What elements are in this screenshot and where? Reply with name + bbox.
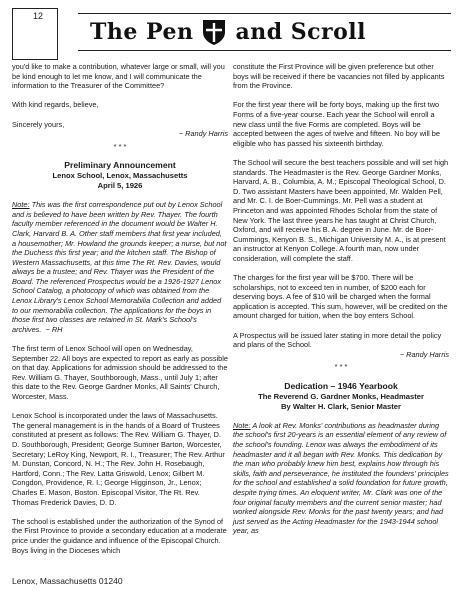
left-paragraph-1: you'd like to make a contribution, whatever large or small, will you be kind enough to let me know, and I will communicate the information to the Treasurer of the Committee? [12, 62, 225, 91]
right-paragraph-3: The School will secure the best teachers possible and will set high standards. The Headmaster is the Rev. George Gardner Monks, Harvard, A. B., Columbia, A. M.; Episcopal Theological School, D. D. Two assistant Masters have been appointed, Mr. Walden Pell, and Mr. C. I. de Boer-Cummings. Mr. Pell was a student at Princeton and was appointed Rhodes Scholar from the state of New York. The last three years he has taught at Christ Church, Oxford, and will receive his B. A. degree in June. Mr. de Boer-Cummings, Kenyon B. S., Michigan University M. A., is at present an instructor at Kenyon College. A fourth man, now under consideration, will complete the staff. [233, 157, 449, 263]
signature: ~ Randy Harris [178, 129, 228, 139]
left-paragraph-6: The school is established under the authorization of the Synod of the First Province to provide a secondary education at a moderate price under the guidance and influence of the Episcopal Church. Boys living in the Dioceses which [12, 516, 227, 555]
right-paragraph-2: For the first year there will be forty boys, making up the first two Forms of a five-year course. Each year the School will enroll a new class until the five Forms are completed. Boys will be accepted between the ages of twelve and fifteen. No boy will be eligible who has passed his sixteenth birthday. [233, 100, 440, 148]
article-subtitle: The Reverend G. Gardner Monks, Headmaster [258, 392, 424, 401]
article-title: Dedication – 1946 Yearbook [284, 381, 398, 391]
left-paragraph-2: With kind regards, believe, [12, 100, 99, 110]
left-paragraph-5: Lenox School is incorporated under the laws of Massachusetts. The general management is in the hands of a Board of Trustees constituted at present as follows: The Rev. William G. Thayer, D. D. Southborough, President; George Sumner Barton, Worcester, Secretary; LeRoy King, Newport, R. I., Treasurer; The Rev. Arthur M. Dunstan, Concord, N. H.; The Rev. John H. Rosebaugh, Hartford, Conn.; The Rev. Latta Griswold, Lenox; Gilbert M. Congdon, Providence, R. I.; George Higginson, Jr., Lenox; Charles E. Mason, Boston. Episcopal Visitor, The Rt. Rev. Thomas Frederick Davies, D. D. [12, 411, 225, 507]
page-footer: Lenox, Massachusetts 01240 [12, 576, 123, 586]
left-column [12, 62, 228, 565]
left-paragraph-3: Sincerely yours, [12, 119, 65, 129]
note-lead: Note: [12, 200, 30, 210]
signature: ~ Randy Harris [399, 349, 449, 359]
masthead-title-part2: and Scroll [235, 19, 367, 45]
masthead-title-part1: The Pen [90, 19, 194, 45]
section-divider: * * * [113, 141, 127, 151]
left-paragraph-4: The first term of Lenox School will open on Wednesday, September 22. All boys are expected to report as early as possible on that day. Applications for admission should be addressed to the Rev. William G. Thayer, Southborough, Mass., until July 1; after this date to the Rev. George Gardner Monks, All Saints' Church, Worcester, Mass. [12, 344, 228, 401]
page-number-box [12, 8, 58, 60]
right-column [233, 62, 449, 546]
page-header [0, 0, 463, 62]
masthead [90, 17, 366, 47]
right-paragraph-1: constitute the First Province will be given preference but other boys will be received if there be vacancies not filled by applicants from the Province. [233, 62, 445, 91]
editor-note [233, 421, 449, 536]
header-rule-bottom [78, 50, 451, 51]
header-rule-top [78, 13, 451, 14]
article-date: April 5, 1926 [97, 180, 143, 190]
article-byline: By Walter H. Clark, Senior Master [281, 401, 401, 411]
section-divider: * * * [334, 362, 348, 372]
page-number: 12 [33, 11, 44, 21]
note-text: This was the first correspondence put out by Lenox School and is believed to have been written by Rev. Thayer. The fourth faculty member referenced in the document would be Walter H. Clark, Harvard B. A. Other staff members that first year included, a housemother; Mr. Howland the grounds keeper; a nurse, but not the Duchess this first year; and the kitchen staff. The Bishop of Western Massachusetts, at this time The Rt. Rev. Davies, would always be a trustee; and Rev. Thayer was the President of the Board. The referenced Prospectus would be a 1926-1927 Lenox School Catalog, a photocopy of which was obtained from the Lenox Library's Lenox School Memorabilia Collection and added to our memorabilia collection. The applications for the boys in those first two classes are retained in St. Mark's School's archives. [12, 200, 227, 334]
editor-note [12, 200, 228, 334]
right-paragraph-4: The charges for the first year will be $700. There will be scholarships, not to exceed ten in number, of $200 each for deserving boys. A fee of $10 will be charged when the formal application is accepted. This sum, however, will be credited on the amount charged for tuition, when the boy enters School. [233, 273, 448, 321]
shield-crest-icon [201, 18, 227, 46]
article-subtitle: Lenox School, Lenox, Massachusetts [52, 171, 188, 181]
article-title: Preliminary Announcement [64, 160, 176, 171]
note-signature: ~ RH [45, 324, 63, 334]
note-lead: Note: [233, 420, 251, 430]
note-text: A look at Rev. Monks' contributions as headmaster during the school's first 20-years is an essential element of any review of the school's founding. Lenox was always the embodiment of its headmaster and it all began with Rev. Monks. This dedication by the man who probably knew him best, explains how through his skills, faith and perseverance, he instituted the founders' principles for the school and established a solid foundation for future growth, despite trying times. An eloquent writer, Mr. Clark was one of the four original faculty members and the current senior master; had worked alongside Rev. Monks for the past twenty years; and had just served as the Acting Headmaster for the 1943-1944 school year, as [233, 420, 449, 536]
right-paragraph-5: A Prospectus will be issued later stating in more detail the policy and plans of the School. [233, 330, 442, 350]
